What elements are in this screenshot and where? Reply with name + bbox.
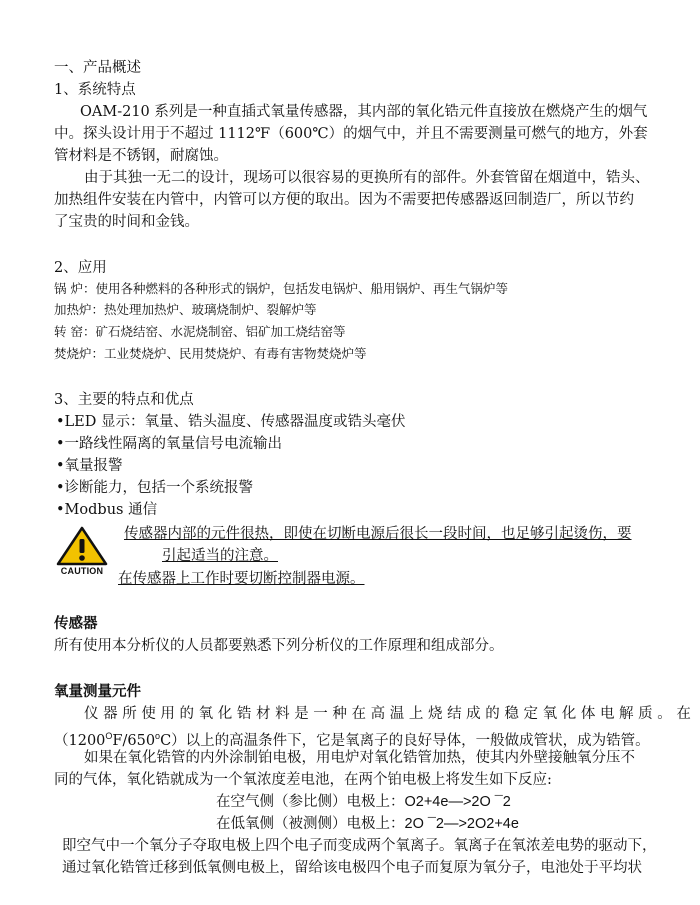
caution-warning [54, 526, 110, 578]
temp-mid: F/650 [112, 732, 156, 749]
section-heading-overview: 一、产品概述 [54, 60, 141, 76]
equation-line [216, 792, 511, 812]
paragraph-line: 中。探头设计用于不超过 1112℉（600℃）的烟气中，并且不需要测量可燃气的地方，外套 [54, 126, 648, 142]
caution-text: 传感器内部的元件很热，即使在切断电源后很长一段时间，也足够引起烫伤，要 [124, 526, 632, 542]
degree-mark: o [155, 731, 161, 741]
paragraph-line: 所有使用本分析仪的人员都要熟悉下列分析仪的工作原理和组成部分。 [54, 638, 504, 654]
section-heading-oxygen-element: 氧量测量元件 [54, 683, 141, 700]
subheading-applications: 2、应用 [54, 260, 107, 276]
feature-item: •LED 显示：氧量、锆头温度、传感器温度或锆头毫伏 [56, 414, 406, 430]
application-item: 焚烧炉：工业焚烧炉、民用焚烧炉、有毒有害物焚烧炉等 [54, 346, 367, 361]
paragraph-line: 同的气体，氧化锆就成为一个氧浓度差电池，在两个铂电极上将发生如下反应: [54, 772, 552, 788]
feature-item: •Modbus 通信 [56, 502, 158, 518]
feature-item: •一路线性隔离的氧量信号电流输出 [56, 436, 283, 452]
paragraph-line: 了宝贵的时间和金钱。 [54, 214, 199, 230]
paragraph-line: 管材料是不锈钢，耐腐蚀。 [54, 148, 228, 164]
feature-item: •诊断能力，包括一个系统报警 [56, 480, 254, 496]
equation-line [216, 814, 519, 834]
paragraph-line: 通过氧化锆管迁移到低氧侧电极上，留给该电极四个电子而复原为氧分子，电池处于平均状 [62, 860, 642, 876]
subheading-system-features: 1、系统特点 [54, 82, 136, 98]
equation-label: 在低氧侧（被测侧）电极上： [216, 816, 405, 832]
paragraph-line: OAM-210 系列是一种直插式氧量传感器，其内部的氧化锆元件直接放在燃烧产生的烟气 [80, 104, 648, 120]
caution-label: CAUTION [60, 566, 104, 576]
caution-text: 在传感器上工作时要切断控制器电源。 [118, 571, 365, 587]
temp-prefix: （1200 [54, 732, 106, 749]
equation-label: 在空气侧（参比侧）电极上： [216, 794, 405, 810]
section-heading-sensor: 传感器 [54, 615, 98, 632]
paragraph-line: 加热组件安装在内管中，内管可以方便的取出。因为不需要把传感器返回制造厂，所以节约 [54, 192, 634, 208]
application-item: 加热炉：热处理加热炉、玻璃烧制炉、裂解炉等 [54, 302, 317, 317]
temp-suffix: C）以上的高温条件下，它是氧离子的良好导体，一般做成管状，成为锆管。 [160, 732, 650, 749]
application-item: 锅 炉：使用各种燃料的各种形式的锅炉，包括发电锅炉、船用锅炉、再生气锅炉等 [54, 281, 508, 296]
warning-triangle-icon [54, 526, 110, 568]
feature-item: •氧量报警 [56, 458, 123, 474]
paragraph-line: 由于其独一无二的设计，现场可以很容易的更换所有的部件。外套管留在烟道中，锆头、 [84, 170, 650, 186]
equation-formula: 2O ¯2—>2O2+4e [404, 816, 519, 832]
paragraph-line: 仪 器 所 使 用 的 氧 化 锆 材 料 是 一 种 在 高 温 上 烧 结 成 的 稳 定 氧 化 体 电 解 质 。 在 [84, 706, 691, 722]
paragraph-line: 即空气中一个氧分子夺取电极上四个电子而变成两个氧离子。氧离子在氧浓差电势的驱动下， [62, 838, 657, 854]
paragraph-line: 如果在氧化锆管的内外涂制铂电极，用电炉对氧化锆管加热，使其内外壁接触氧分压不 [84, 750, 635, 766]
application-item: 转 窑：矿石烧结窑、水泥烧制窑、铝矿加工烧结窑等 [54, 324, 346, 339]
equation-formula: O2+4e—>2O ¯2 [404, 794, 511, 810]
caution-text: 引起适当的注意。 [162, 548, 278, 564]
degree-mark: O [105, 731, 113, 741]
subheading-features: 3、主要的特点和优点 [54, 392, 194, 408]
